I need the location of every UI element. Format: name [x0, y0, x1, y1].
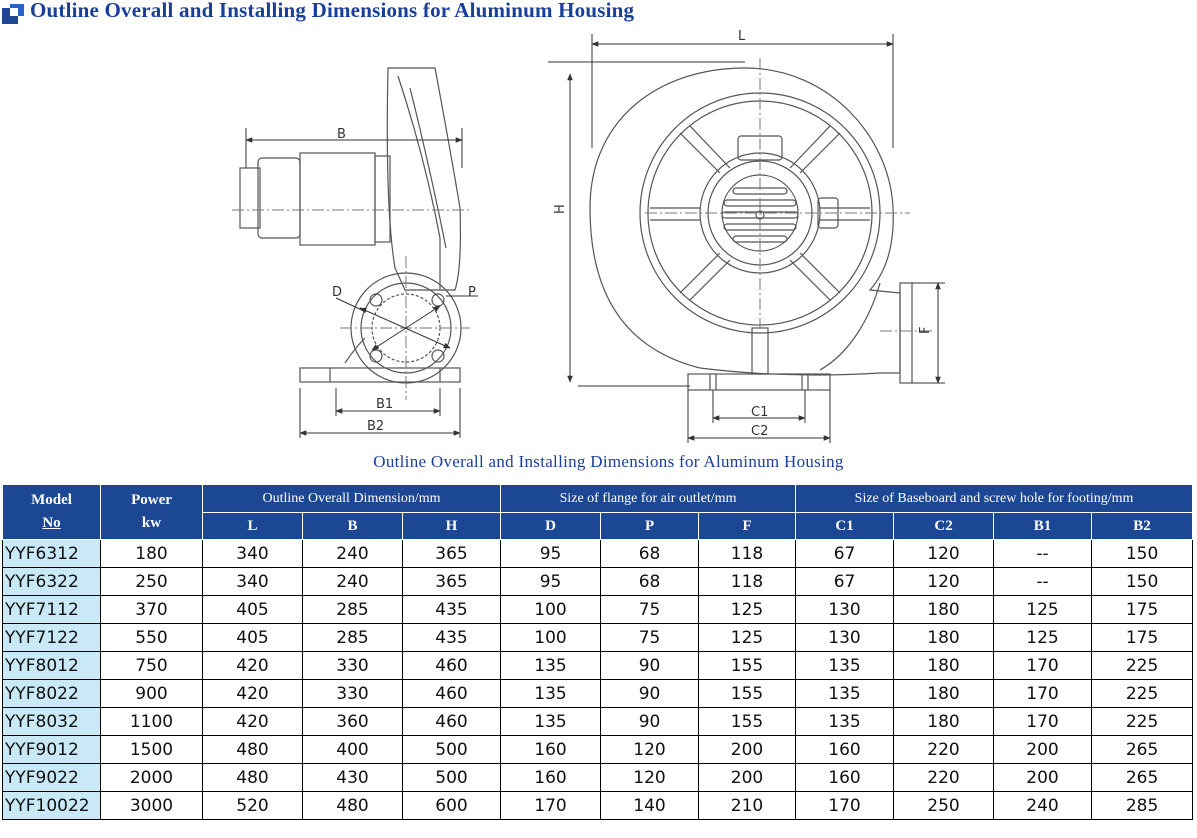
cell-c2: 220: [894, 736, 994, 764]
cell-b1: 170: [994, 708, 1092, 736]
cell-h: 435: [403, 624, 501, 652]
cell-f: 118: [699, 540, 796, 568]
table-row: [3, 736, 1193, 764]
cell-b2: 150: [1092, 540, 1193, 568]
cell-f: 210: [699, 792, 796, 820]
cell-d: 100: [501, 624, 601, 652]
cell-model: YYF9022: [3, 764, 101, 792]
column-header-d: D: [501, 513, 601, 540]
column-header-power: [101, 485, 203, 540]
cell-l: 480: [203, 736, 303, 764]
group-header-baseboard: Size of Baseboard and screw hole for footing/mm: [796, 485, 1193, 513]
cell-c1: 160: [796, 736, 894, 764]
dim-label-f: F: [918, 326, 933, 334]
dim-label-d: D: [332, 285, 343, 300]
dim-label-l: L: [738, 29, 746, 44]
cell-b2: 175: [1092, 596, 1193, 624]
cell-b1: --: [994, 568, 1092, 596]
power-header-unit: kw: [141, 515, 162, 531]
side-view: [240, 68, 461, 383]
column-header-l: L: [203, 513, 303, 540]
cell-power: 1500: [101, 736, 203, 764]
cell-p: 68: [601, 540, 699, 568]
table-row: [3, 568, 1193, 596]
cell-b2: 175: [1092, 624, 1193, 652]
cell-c1: 130: [796, 624, 894, 652]
cell-l: 480: [203, 764, 303, 792]
table-group-header-row: [3, 485, 1193, 513]
cell-p: 120: [601, 764, 699, 792]
group-header-flange: Size of flange for air outlet/mm: [501, 485, 796, 513]
cell-l: 420: [203, 652, 303, 680]
cell-d: 135: [501, 680, 601, 708]
dim-label-c1: C1: [751, 405, 769, 420]
cell-power: 370: [101, 596, 203, 624]
column-header-model: [3, 485, 101, 540]
cell-f: 155: [699, 652, 796, 680]
cell-c2: 120: [894, 540, 994, 568]
cell-power: 2000: [101, 764, 203, 792]
cell-b2: 225: [1092, 652, 1193, 680]
cell-c1: 135: [796, 708, 894, 736]
cell-b2: 265: [1092, 764, 1193, 792]
cell-b2: 225: [1092, 708, 1193, 736]
cell-l: 420: [203, 708, 303, 736]
cell-h: 460: [403, 708, 501, 736]
cell-p: 75: [601, 596, 699, 624]
cell-power: 900: [101, 680, 203, 708]
blower-outline-drawing: [0, 28, 1197, 448]
cell-model: YYF9012: [3, 736, 101, 764]
cell-c2: 180: [894, 624, 994, 652]
cell-c2: 180: [894, 652, 994, 680]
model-header-no: No: [42, 515, 61, 531]
cell-h: 500: [403, 764, 501, 792]
cell-d: 135: [501, 652, 601, 680]
cell-d: 160: [501, 736, 601, 764]
cell-l: 405: [203, 596, 303, 624]
cell-model: YYF6322: [3, 568, 101, 596]
cell-p: 90: [601, 680, 699, 708]
cell-p: 90: [601, 708, 699, 736]
page-header: [0, 0, 900, 26]
cell-h: 365: [403, 540, 501, 568]
cell-l: 405: [203, 624, 303, 652]
cell-c1: 130: [796, 596, 894, 624]
cell-b1: 125: [994, 624, 1092, 652]
dim-label-b: B: [337, 127, 346, 142]
cell-f: 118: [699, 568, 796, 596]
cell-f: 200: [699, 764, 796, 792]
cell-d: 160: [501, 764, 601, 792]
cell-c2: 220: [894, 764, 994, 792]
cell-c1: 135: [796, 652, 894, 680]
dim-label-c2: C2: [751, 424, 769, 439]
column-header-b: B: [303, 513, 403, 540]
cell-b1: 200: [994, 764, 1092, 792]
cell-h: 600: [403, 792, 501, 820]
cell-model: YYF8022: [3, 680, 101, 708]
front-view-dimensions: [548, 34, 945, 443]
dimensions-table: [2, 484, 1193, 820]
column-header-c2: C2: [894, 513, 994, 540]
cell-b: 285: [303, 624, 403, 652]
cell-b1: 170: [994, 652, 1092, 680]
cell-f: 155: [699, 680, 796, 708]
model-header-label: Model: [31, 492, 72, 508]
drawing-caption: Outline Overall and Installing Dimensions for Aluminum Housing: [373, 452, 844, 471]
cell-d: 95: [501, 568, 601, 596]
cell-h: 460: [403, 680, 501, 708]
table-row: [3, 540, 1193, 568]
cell-c1: 160: [796, 764, 894, 792]
cell-b2: 225: [1092, 680, 1193, 708]
cell-f: 200: [699, 736, 796, 764]
cell-h: 435: [403, 596, 501, 624]
dim-label-b2: B2: [367, 419, 385, 434]
cell-f: 125: [699, 624, 796, 652]
cell-power: 550: [101, 624, 203, 652]
cell-power: 250: [101, 568, 203, 596]
cell-c2: 180: [894, 680, 994, 708]
dim-label-h: H: [553, 204, 568, 214]
cell-l: 520: [203, 792, 303, 820]
cell-p: 90: [601, 652, 699, 680]
cell-b: 360: [303, 708, 403, 736]
cell-model: YYF10022: [3, 792, 101, 820]
cell-b2: 265: [1092, 736, 1193, 764]
column-header-p: P: [601, 513, 699, 540]
cell-d: 95: [501, 540, 601, 568]
cell-b: 400: [303, 736, 403, 764]
cell-h: 460: [403, 652, 501, 680]
cell-c2: 120: [894, 568, 994, 596]
table-row: [3, 596, 1193, 624]
cell-model: YYF8012: [3, 652, 101, 680]
dim-label-p: P: [468, 285, 476, 300]
cell-power: 750: [101, 652, 203, 680]
cell-power: 180: [101, 540, 203, 568]
cell-l: 420: [203, 680, 303, 708]
cell-b1: 240: [994, 792, 1092, 820]
cell-b1: 200: [994, 736, 1092, 764]
column-header-b1: B1: [994, 513, 1092, 540]
side-view-dimensions: [246, 128, 478, 438]
cell-h: 500: [403, 736, 501, 764]
cell-b: 430: [303, 764, 403, 792]
cell-b1: 125: [994, 596, 1092, 624]
cell-c2: 180: [894, 708, 994, 736]
dim-label-b1: B1: [376, 397, 394, 412]
table-row: [3, 708, 1193, 736]
column-header-h: H: [403, 513, 501, 540]
cell-b: 240: [303, 568, 403, 596]
cell-c1: 67: [796, 540, 894, 568]
cell-model: YYF7112: [3, 596, 101, 624]
cell-model: YYF7122: [3, 624, 101, 652]
cell-power: 3000: [101, 792, 203, 820]
cell-d: 100: [501, 596, 601, 624]
table-row: [3, 680, 1193, 708]
cell-f: 125: [699, 596, 796, 624]
cell-f: 155: [699, 708, 796, 736]
page-title: Outline Overall and Installing Dimensions for Aluminum Housing: [30, 0, 635, 22]
table-row: [3, 652, 1193, 680]
cell-c2: 250: [894, 792, 994, 820]
cell-b: 330: [303, 652, 403, 680]
cell-model: YYF6312: [3, 540, 101, 568]
column-header-f: F: [699, 513, 796, 540]
table-row: [3, 624, 1193, 652]
cell-b2: 150: [1092, 568, 1193, 596]
column-header-b2: B2: [1092, 513, 1193, 540]
front-view: [590, 68, 912, 390]
cell-b: 480: [303, 792, 403, 820]
cell-l: 340: [203, 568, 303, 596]
cell-c1: 135: [796, 680, 894, 708]
cell-b1: 170: [994, 680, 1092, 708]
cell-b: 330: [303, 680, 403, 708]
cell-b: 240: [303, 540, 403, 568]
cell-b1: --: [994, 540, 1092, 568]
cell-h: 365: [403, 568, 501, 596]
power-header-label: Power: [131, 492, 172, 508]
brand-square-icon: [2, 4, 24, 24]
cell-b: 285: [303, 596, 403, 624]
cell-model: YYF8032: [3, 708, 101, 736]
cell-c1: 67: [796, 568, 894, 596]
cell-power: 1100: [101, 708, 203, 736]
cell-c2: 180: [894, 596, 994, 624]
table-row: [3, 792, 1193, 820]
cell-p: 68: [601, 568, 699, 596]
cell-b2: 285: [1092, 792, 1193, 820]
table-body: [3, 540, 1193, 820]
cell-p: 75: [601, 624, 699, 652]
table-row: [3, 764, 1193, 792]
cell-l: 340: [203, 540, 303, 568]
cell-c1: 170: [796, 792, 894, 820]
column-header-c1: C1: [796, 513, 894, 540]
cell-d: 170: [501, 792, 601, 820]
group-header-outline: Outline Overall Dimension/mm: [203, 485, 501, 513]
cell-p: 140: [601, 792, 699, 820]
cell-d: 135: [501, 708, 601, 736]
cell-p: 120: [601, 736, 699, 764]
